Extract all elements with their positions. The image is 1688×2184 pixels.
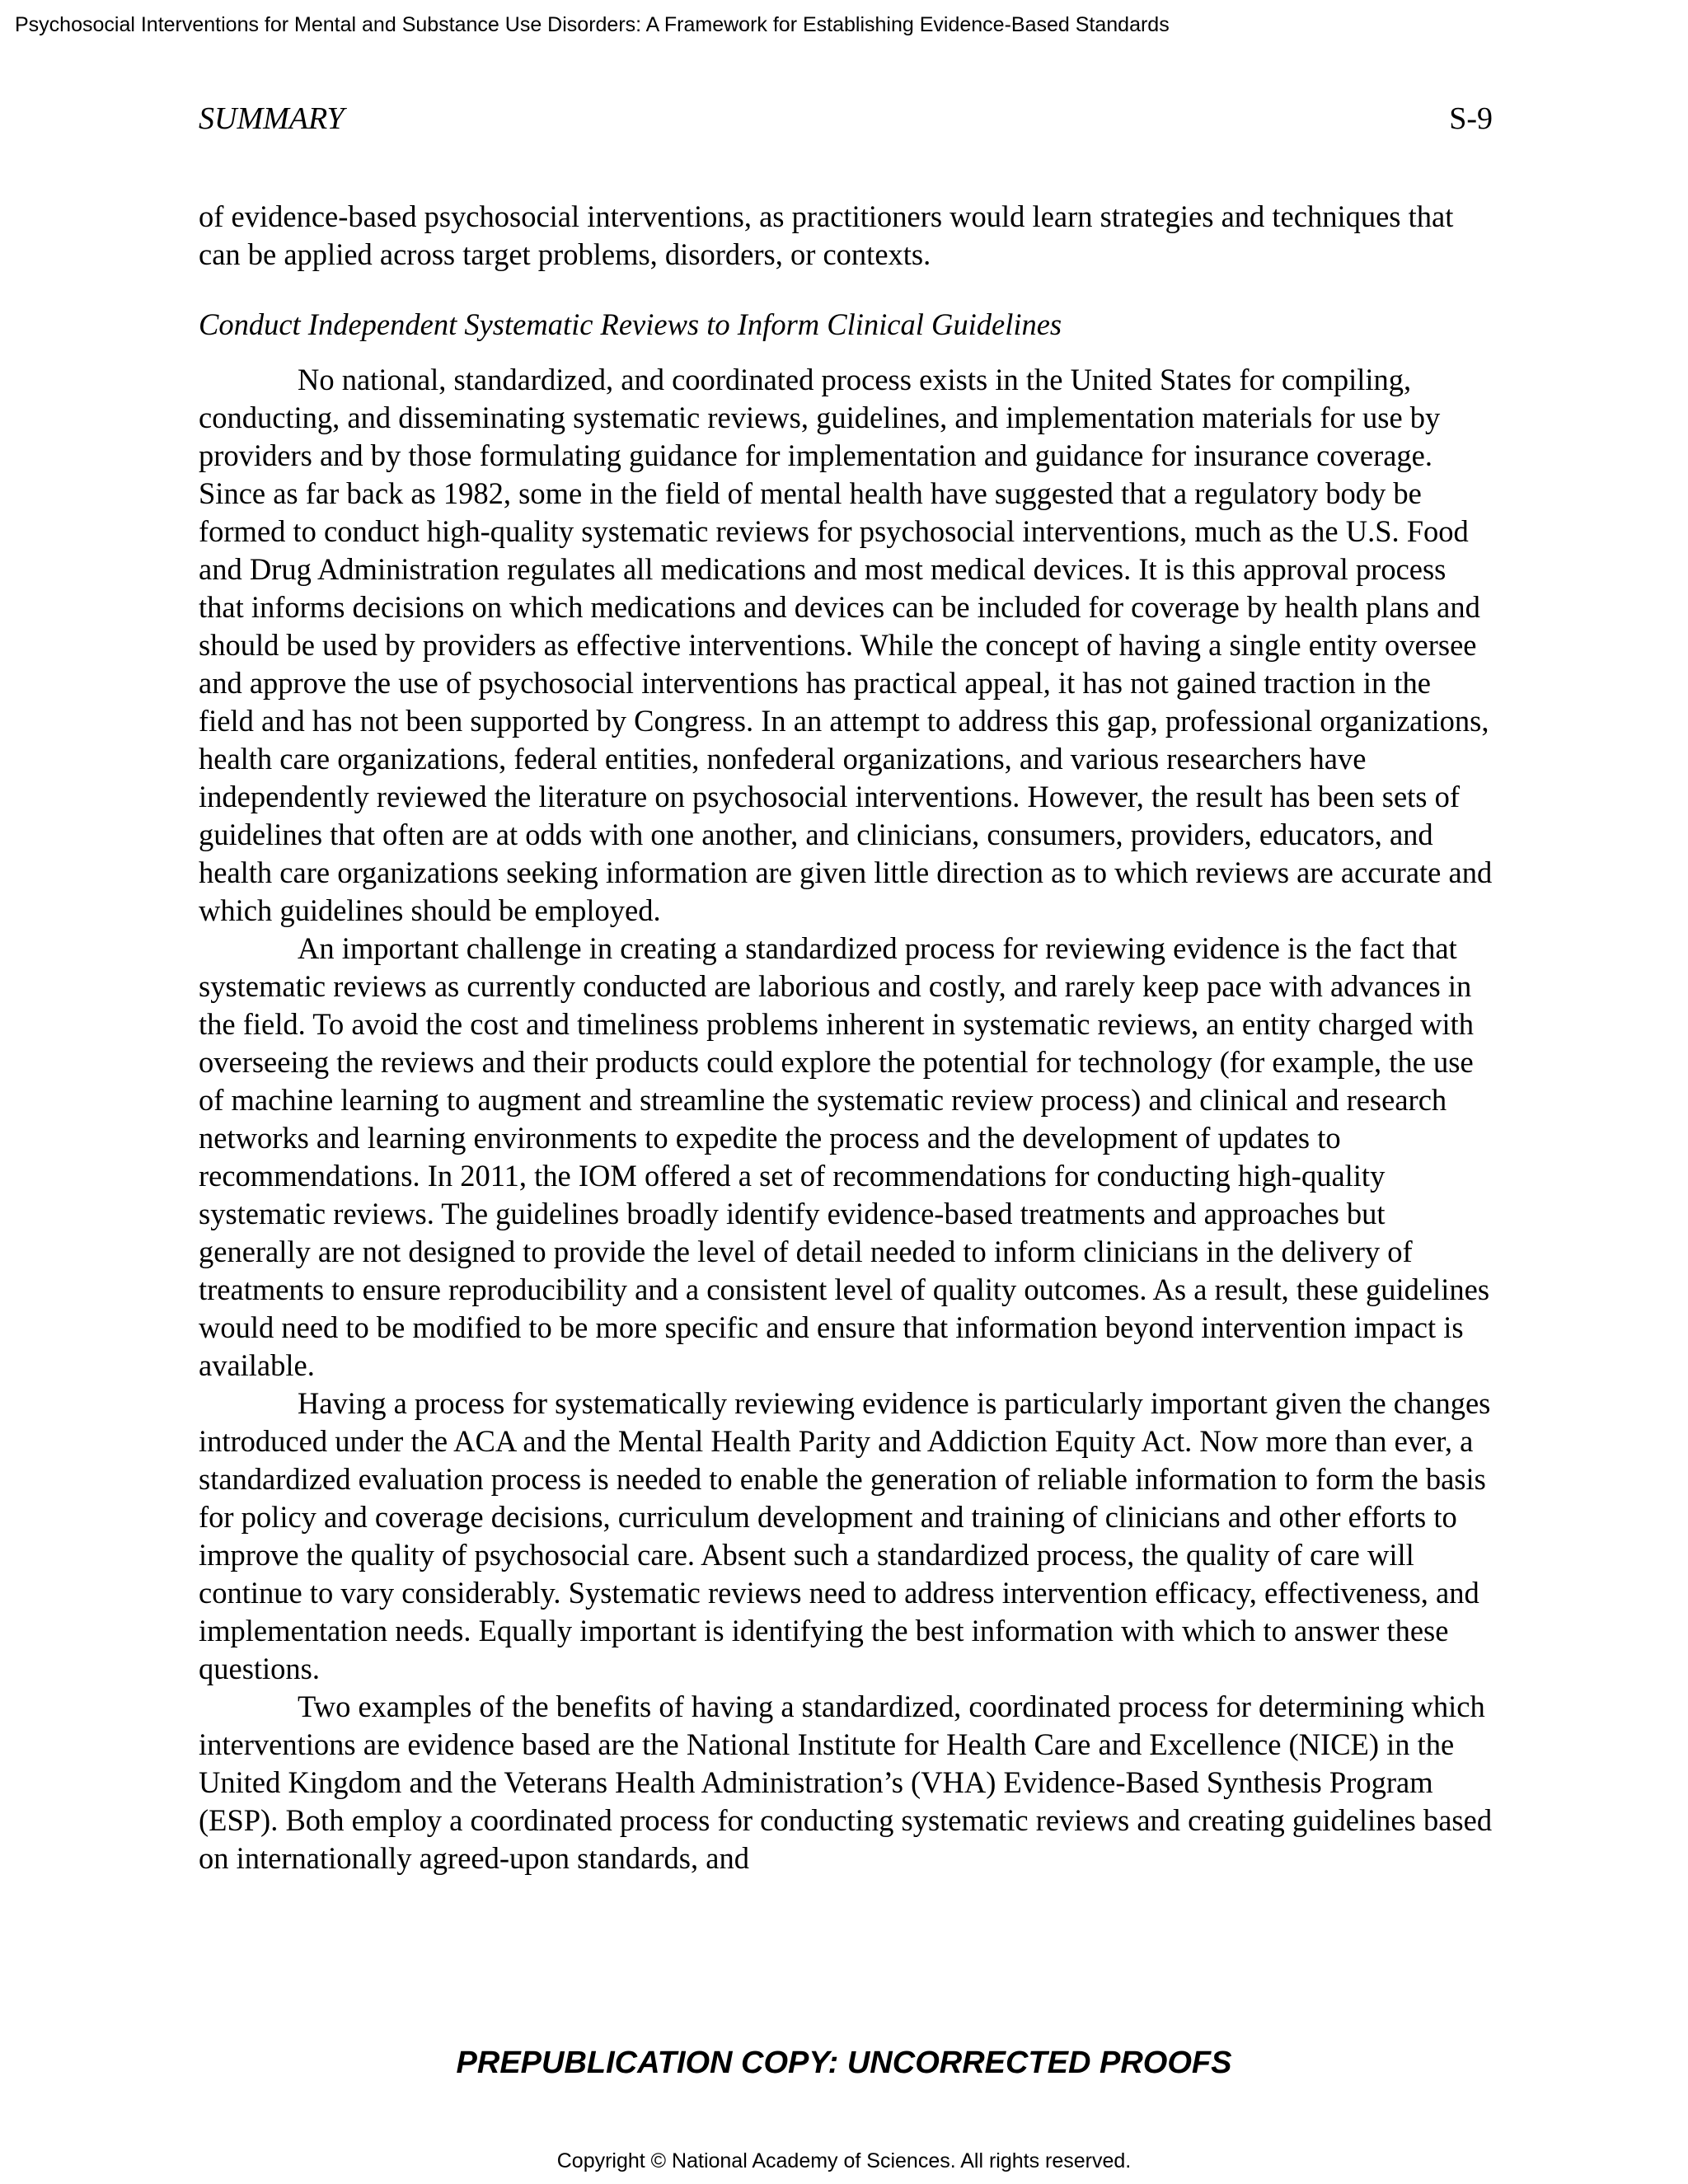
paragraph: Having a process for systematically reviewing evidence is particularly important given the changes introduced under the ACA and the Mental Health Parity and Addiction Equity Act. Now more than ever, a standardized evaluation process is needed to enable the generation of reliable information to form the basis for policy and coverage decisions, curriculum development and training of clinicians and other efforts to improve the quality of psychosocial care. Absent such a standardized process, the quality of care will continue to vary considerably. Systematic reviews need to address intervention efficacy, effectiveness, and implementation needs. Equally important is identifying the best information with which to answer these questions. xyxy=(199,1386,1491,1685)
section-heading: Conduct Independent Systematic Reviews to Inform Clinical Guidelines xyxy=(199,307,1062,341)
paragraph: An important challenge in creating a standardized process for reviewing evidence is the fact that systematic reviews as currently conducted are laborious and costly, and rarely keep pace with advances in the field. To avoid the cost and timeliness problems inherent in systematic reviews, an entity charged with overseeing the reviews and their products could explore the potential for technology (for example, the use of machine learning to augment and streamline the systematic review process) and clinical and research networks and learning environments to expedite the process and the development of updates to recommendations. In 2011, the IOM offered a set of recommendations for conducting high-quality systematic reviews. The guidelines broadly identify evidence-based treatments and approaches but generally are not designed to provide the level of detail needed to inform clinicians in the delivery of treatments to ensure reproducibility and a consistent level of quality outcomes. As a result, these guidelines would need to be modified to be more specific and ensure that information beyond intervention impact is available. xyxy=(199,931,1490,1382)
body-text xyxy=(199,198,1493,1877)
running-head-section: SUMMARY xyxy=(199,101,345,136)
paragraph: No national, standardized, and coordinated process exists in the United States for compiling, conducting, and disseminating systematic reviews, guidelines, and implementation materials for use by providers and by those formulating guidance for implementation and guidance for insurance coverage. Since as far back as 1982, some in the field of mental health have suggested that a regulatory body be formed to conduct high-quality systematic reviews for psychosocial interventions, much as the U.S. Food and Drug Administration regulates all medications and most medical devices. It is this approval process that informs decisions on which medications and devices can be included for coverage by health plans and should be used by providers as effective interventions. While the concept of having a single entity oversee and approve the use of psychosocial interventions has practical appeal, it has not gained traction in the field and has not been supported by Congress. In an attempt to address this gap, professional organizations, health care organizations, federal entities, nonfederal organizations, and various researchers have independently reviewed the literature on psychosocial interventions. However, the result has been sets of guidelines that often are at odds with one another, and clinicians, consumers, providers, educators, and health care organizations seeking information are given little direction as to which reviews are accurate and which guidelines should be employed. xyxy=(199,363,1493,927)
document-header: Psychosocial Interventions for Mental and Substance Use Disorders: A Framework for Establishing Evidence-Based Standards xyxy=(15,13,1170,36)
proof-notice: PREPUBLICATION COPY: UNCORRECTED PROOFS xyxy=(456,2046,1232,2080)
continuation-paragraph: of evidence-based psychosocial interventions, as practitioners would learn strategies and techniques that can be applied across target problems, disorders, or contexts. xyxy=(199,199,1454,271)
copyright-notice: Copyright © National Academy of Sciences. All rights reserved. xyxy=(556,2149,1132,2172)
paragraph: Two examples of the benefits of having a standardized, coordinated process for determining which interventions are evidence based are the National Institute for Health Care and Excellence (NICE) in the United Kingdom and the Veterans Health Administration’s (VHA) Evidence-Based Synthesis Program (ESP). Both employ a coordinated process for conducting systematic reviews and creating guidelines based on internationally agreed-upon standards, and xyxy=(199,1690,1493,1875)
page-number: S-9 xyxy=(1449,101,1493,136)
